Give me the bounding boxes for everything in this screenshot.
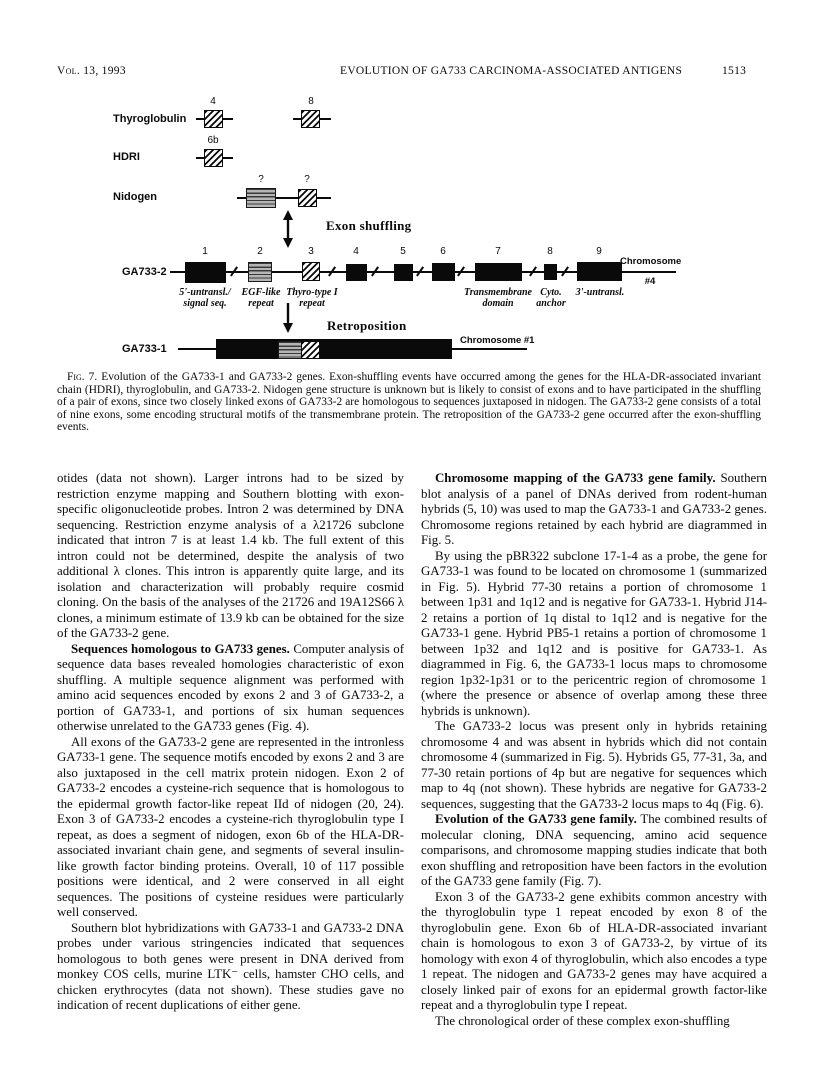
figure-caption-label: Fig. 7.	[67, 371, 98, 383]
ga733-1-egf-segment	[278, 341, 303, 359]
thyroglobulin-exon4-box	[204, 110, 223, 128]
paragraph: The GA733-2 locus was present only in hybrids retaining chromosome 4 and was absent in hybrids which did not contain chromosome 4 (summarized in Fig. 5). Hybrids G5, 77-31, 3a, and 77-30 retain portions of 4p but are negative for sequences which map to 4q (not shown). These hybrids are negative for GA733-2 sequences, suggesting that the GA733-2 locus maps to 4q (Fig. 6).	[421, 719, 767, 811]
exon-shuffling-label: Exon shuffling	[326, 218, 412, 233]
paragraph: otides (data not shown). Larger introns had to be sized by restriction enzyme mapping and Southern blotting with exon-specific oligonucleotide probes. Intron 2 was determined by DNA sequencing. Restriction enzyme analysis of a λ21726 subclone indicated that intron 7 is at least 1.4 kb. The full extent of this intron could not be determined, despite the analysis of two additional λ clones. This intron is apparently quite large, and its isolation and characterization will probably require cosmid cloning. On the basis of the analyses of the 21726 and 19A12S66 λ clones, a minimum estimate of 13.9 kb can be obtained for the size of the GA733-2 gene.	[57, 471, 404, 640]
paragraph: Southern blot hybridizations with GA733-1 and GA733-2 DNA probes under various stringencies indicated that sequences homologous to both genes were present in DNA derived from monkey COS cells, murine LTK⁻ cells, hamster CHO cells, and chicken erythrocytes (data not shown). These studies gave no indication of recent duplications of either gene.	[57, 920, 404, 1012]
exon-3-box	[302, 262, 320, 281]
section-lead: Sequences homologous to GA733 genes.	[71, 641, 290, 656]
paragraph: Sequences homologous to GA733 genes. Computer analysis of sequence data bases revealed homologies characteristic of exon shuffling. A multiple sequence alignment was performed with amino acid sequences encoded by exons 2 and 3 of GA733-2, a portion of GA733-1, and portions of six human sequences otherwise unrelated to the GA733 genes (Fig. 4).	[57, 641, 404, 733]
exon-number: 1	[202, 246, 208, 257]
volume-label: Vol. 13, 1993	[57, 65, 126, 77]
exon-7-function-label: Transmembrane domain	[464, 287, 532, 309]
chromosome-4-label: Chromosome	[620, 256, 682, 267]
hdri-label: HDRI	[113, 151, 140, 163]
double-arrow-icon	[280, 210, 296, 248]
exon-6-box	[432, 263, 455, 281]
nidogen-exon-number: ?	[258, 174, 264, 185]
nidogen-exon-number: ?	[304, 174, 310, 185]
exon-2-box	[248, 262, 272, 282]
paragraph: By using the pBR322 subclone 17-1-4 as a probe, the gene for GA733-1 was found to be located on chromosome 1 (summarized in Fig. 5). Hybrid 77-30 retains a portion of chromosome 1 between 1p31 and 1q12 and is negative for GA733-1. Hybrid J14-2 retains a portion of 1q distal to 1q12 and is negative for the GA733-1 gene. Hybrid PB5-1 retains a portion of chromosome 1 between 1p32 and 1q12 and is positive for GA733-1. As diagrammed in Fig. 6, the GA733-1 locus maps to chromosome region 1p32-1p31 or to the pericentric region of chromosome 1 (where the presence or absence of overlap among these three hybrids is unknown).	[421, 548, 767, 718]
exon-7-box	[475, 263, 522, 281]
hdri-exon6b-box	[204, 149, 223, 167]
hdri-exon-number: 6b	[207, 135, 219, 146]
ga733-1-thyro-segment	[301, 341, 320, 359]
exon-1-box	[185, 262, 226, 283]
chromosome-4-number: #4	[644, 276, 656, 287]
exon-number: 5	[400, 246, 406, 257]
section-lead: Evolution of the GA733 gene family.	[435, 812, 637, 826]
ga733-2-label: GA733-2	[122, 266, 167, 278]
chromosome-1-label: Chromosome #1	[460, 335, 535, 346]
exon-5-box	[394, 264, 413, 281]
page-number: 1513	[722, 65, 747, 77]
exon-3-function-label: Thyro-type I repeat	[286, 287, 338, 309]
nidogen-label: Nidogen	[113, 191, 157, 203]
thyroglobulin-exon-number: 4	[210, 96, 216, 107]
retroposition-label: Retroposition	[327, 318, 407, 333]
gene-line	[452, 348, 527, 350]
exon-number: 7	[495, 246, 501, 257]
right-column	[421, 471, 767, 1029]
thyroglobulin-exon8-box	[301, 110, 320, 128]
thyroglobulin-label: Thyroglobulin	[113, 113, 187, 125]
exon-number: 6	[440, 246, 446, 257]
exon-number: 9	[596, 246, 602, 257]
paragraph: Evolution of the GA733 gene family. The combined results of molecular cloning, DNA sequencing, amino acid sequence comparisons, and chromosome mapping studies indicate that both exon shuffling and retroposition have been factors in the evolution of the GA733 gene family (Fig. 7).	[421, 812, 767, 888]
gene-line	[178, 348, 216, 350]
exon-2-function-label: EGF-like repeat	[241, 287, 281, 309]
paragraph: All exons of the GA733-2 gene are represented in the intronless GA733-1 gene. The sequence motifs encoded by exons 2 and 3 are also juxtaposed in the cell matrix protein nidogen. Exon 2 of GA733-2 encodes a cysteine-rich sequence that is homologous to the epidermal growth factor-like repeat IId of nidogen (20, 24). Exon 3 of GA733-2 encodes a cysteine-rich thyroglobulin type I repeat, as does a segment of nidogen, exon 6b of the HLA-DR-associated invariant chain gene, and segments of several insulin-like growth factor binding proteins. Overall, 10 of 117 possible positions were identical, and 2 were conserved in all eight sequences. The positions of cysteine residues were particularly well conserved.	[57, 734, 404, 919]
exon-9-function-label: 3'-untransl.	[575, 287, 625, 298]
down-arrow-icon	[280, 303, 296, 333]
exon-1-function-label: 5'-untransl./ signal seq.	[179, 287, 231, 309]
nidogen-egf-box	[246, 188, 276, 208]
exon-number: 3	[308, 246, 314, 257]
nidogen-thyro-box	[298, 189, 317, 207]
exon-8-function-label: Cyto. anchor	[536, 287, 566, 309]
paragraph: Exon 3 of the GA733-2 gene exhibits common ancestry with the thyroglobulin type 1 repeat encoded by exon 8 of the thyroglobulin gene. Exon 6b of HLA-DR-associated invariant chain is homologous to exon 3 of GA733-2, by virtue of its homology with exon 4 of thyroglobulin, which also encodes a type 1 repeat. The nidogen and GA733-2 genes may have acquired a closely linked pair of exons for an epidermal growth factor-like repeat and a thyroglobulin type I repeat.	[421, 889, 767, 1012]
left-column	[57, 471, 404, 1014]
running-title: EVOLUTION OF GA733 CARCINOMA-ASSOCIATED ANTIGENS	[340, 65, 683, 77]
exon-9-box	[577, 262, 622, 281]
paragraph: The chronological order of these complex exon-shuffling	[435, 1013, 730, 1028]
paragraph: Chromosome mapping of the GA733 gene family. Southern blot analysis of a panel of DNAs derived from rodent-human hybrids (5, 10) was used to map the GA733-1 and GA733-2 genes. Chromosome regions retained by each hybrid are diagrammed in Fig. 5.	[421, 471, 767, 547]
exon-number: 8	[547, 246, 553, 257]
exon-number: 2	[257, 246, 263, 257]
exon-8-box	[544, 264, 557, 280]
thyroglobulin-exon-number: 8	[308, 96, 314, 107]
exon-4-box	[346, 264, 367, 281]
exon-number: 4	[353, 246, 359, 257]
section-lead: Chromosome mapping of the GA733 gene family.	[435, 471, 716, 485]
figure-caption: Fig. 7. Evolution of the GA733-1 and GA733-2 genes. Exon-shuffling events have occurred among the genes for the HLA-DR-associated invariant chain (HDRI), thyroglobulin, and GA733-2. Nidogen gene structure is unknown but is likely to consist of exons and to have participated in the shuffling of a pair of exons, since two closely linked exons of GA733-2 are homologous to sequences juxtaposed in nidogen. The GA733-2 gene consists of a total of nine exons, some encoding structural motifs of the transmembrane protein. The retroposition of the GA733-2 gene occurred after the exon-shuffling events.	[57, 371, 761, 434]
ga733-1-label: GA733-1	[122, 343, 167, 355]
ga733-1-gene-box	[216, 339, 452, 359]
